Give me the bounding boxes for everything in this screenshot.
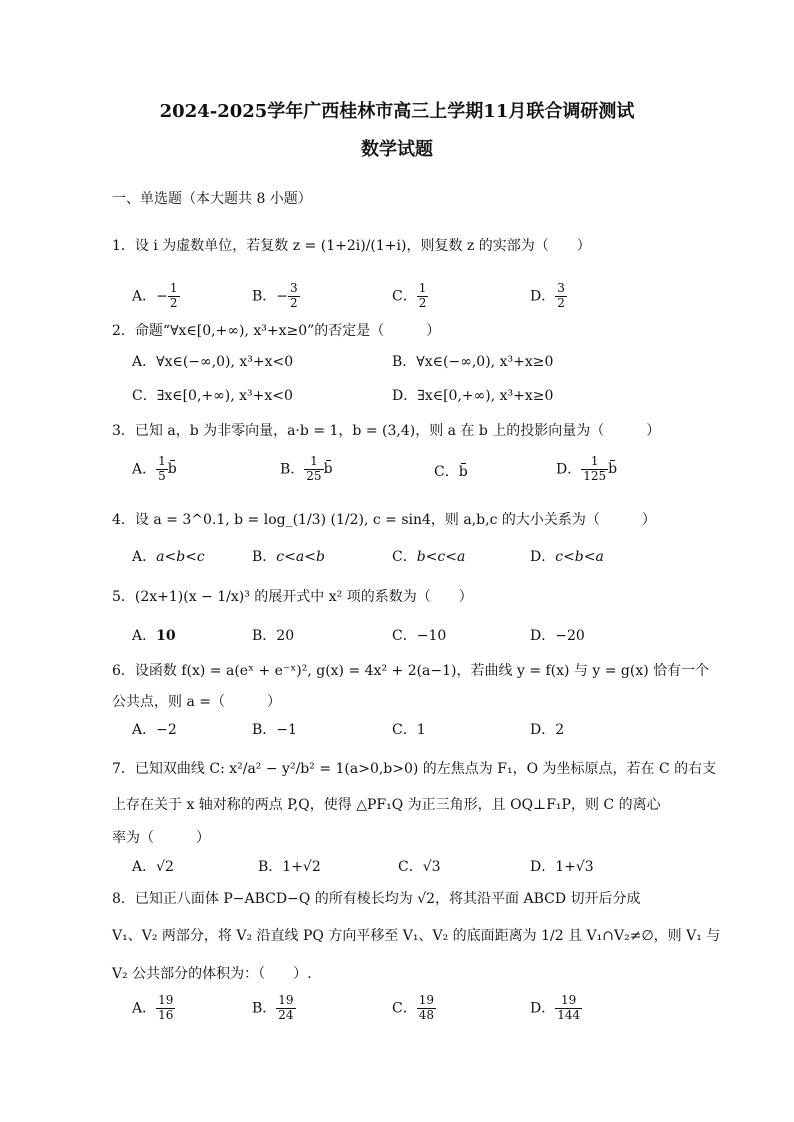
page-subtitle: 数学试题 bbox=[361, 139, 433, 160]
question-5-stem: 5．(2x+1)(x − 1/x)³ 的展开式中 x² 项的系数为（ ） bbox=[112, 589, 473, 605]
q1-option-b: B．− $\frac{3}{2}$ bbox=[252, 281, 298, 310]
q4-option-a: A．a<b<c bbox=[132, 549, 205, 565]
q6-option-d: D．2 bbox=[530, 722, 565, 738]
page-title: 2024-2025学年广西桂林市高三上学期11月联合调研测试 bbox=[159, 101, 635, 122]
question-6-stem-line1: 6．设函数 f(x) = a(eˣ + e⁻ˣ)², g(x) = 4x² + 2(a−1)，若曲线 y = f(x) 与 y = g(x) 恰有一个 bbox=[112, 663, 710, 679]
q6-option-c: C．1 bbox=[392, 722, 426, 738]
question-2-stem: 2．命题“∀x∈[0,+∞), x³+x≥0”的否定是（ ） bbox=[112, 323, 441, 339]
q3-option-c: C．b bbox=[434, 464, 468, 480]
question-7-stem-line3: 率为（ ） bbox=[112, 830, 210, 846]
q2-option-c: C．∃x∈[0,+∞), x³+x<0 bbox=[132, 388, 293, 404]
q5-option-a: A．10 bbox=[132, 628, 176, 644]
q4-option-d: D．c<b<a bbox=[530, 549, 604, 565]
q7-option-b: B．1+√2 bbox=[258, 859, 321, 875]
question-1-stem: 1．设 i 为虚数单位，若复数 z = (1+2i)/(1+i)，则复数 z 的实部为（ ） bbox=[112, 238, 591, 254]
q4-option-b: B．c<a<b bbox=[252, 549, 325, 565]
q2-option-d: D．∃x∈[0,+∞), x³+x≥0 bbox=[392, 388, 554, 404]
q5-option-d: D．−20 bbox=[530, 628, 585, 644]
q1-option-c: C． $\frac{1}{2}$ bbox=[392, 281, 427, 310]
q4-option-c: C．b<c<a bbox=[392, 549, 466, 565]
q8-option-a: A． $\frac{19}{16}$ bbox=[132, 993, 174, 1022]
q1-option-d: D． $\frac{3}{2}$ bbox=[530, 281, 565, 310]
question-8-stem-line2: V₁、V₂ 两部分，将 V₂ 沿直线 PQ 方向平移至 V₁、V₂ 的底面距离为 1/2 且 V₁∩V₂≠∅，则 V₁ 与 bbox=[112, 928, 721, 944]
q5-option-c: C．−10 bbox=[392, 628, 447, 644]
q1-option-a: A．− $\frac{1}{2}$ bbox=[132, 281, 178, 310]
q5-option-b: B．20 bbox=[252, 628, 295, 644]
question-7-stem-line2: 上存在关于 x 轴对称的两点 P,Q，使得 △PF₁Q 为正三角形，且 OQ⊥F₁P，则 C 的离心 bbox=[112, 797, 661, 813]
q7-option-a: A．√2 bbox=[132, 859, 174, 875]
q6-option-a: A．−2 bbox=[132, 722, 177, 738]
question-3-stem: 3．已知 a，b 为非零向量，a·b = 1，b = (3,4)，则 a 在 b 上的投影向量为（ ） bbox=[112, 423, 661, 439]
question-6-stem-line2: 公共点，则 a =（ ） bbox=[112, 694, 281, 710]
section-heading: 一、单选题（本大题共 8 小题） bbox=[112, 191, 312, 207]
q2-option-b: B．∀x∈(−∞,0), x³+x≥0 bbox=[392, 354, 554, 370]
q2-option-a: A．∀x∈(−∞,0), x³+x<0 bbox=[132, 354, 294, 370]
q7-option-d: D．1+√3 bbox=[530, 859, 594, 875]
q6-option-b: B．−1 bbox=[252, 722, 297, 738]
question-8-stem-line1: 8．已知正八面体 P−ABCD−Q 的所有棱长均为 √2，将其沿平面 ABCD 切开后分成 bbox=[112, 891, 641, 907]
q8-option-c: C． $\frac{19}{48}$ bbox=[392, 993, 434, 1022]
question-8-stem-line3: V₂ 公共部分的体积为：（ ）. bbox=[112, 966, 312, 982]
q3-option-d: D． $\frac{1}{125}$ b bbox=[556, 454, 618, 483]
q3-option-a: A． $\frac{1}{5}$ b bbox=[132, 454, 177, 483]
question-4-stem: 4．设 a = 3^0.1, b = log_(1/3) (1/2), c = sin4，则 a,b,c 的大小关系为（ ） bbox=[112, 512, 656, 528]
q3-option-b: B． $\frac{1}{25}$ b bbox=[280, 454, 333, 483]
question-7-stem-line1: 7．已知双曲线 C: x²/a² − y²/b² = 1(a>0,b>0) 的左焦点为 F₁，O 为坐标原点，若在 C 的右支 bbox=[112, 761, 717, 777]
q8-option-d: D． $\frac{19}{144}$ bbox=[530, 993, 581, 1022]
q8-option-b: B． $\frac{19}{24}$ bbox=[252, 993, 294, 1022]
q7-option-c: C．√3 bbox=[398, 859, 441, 875]
